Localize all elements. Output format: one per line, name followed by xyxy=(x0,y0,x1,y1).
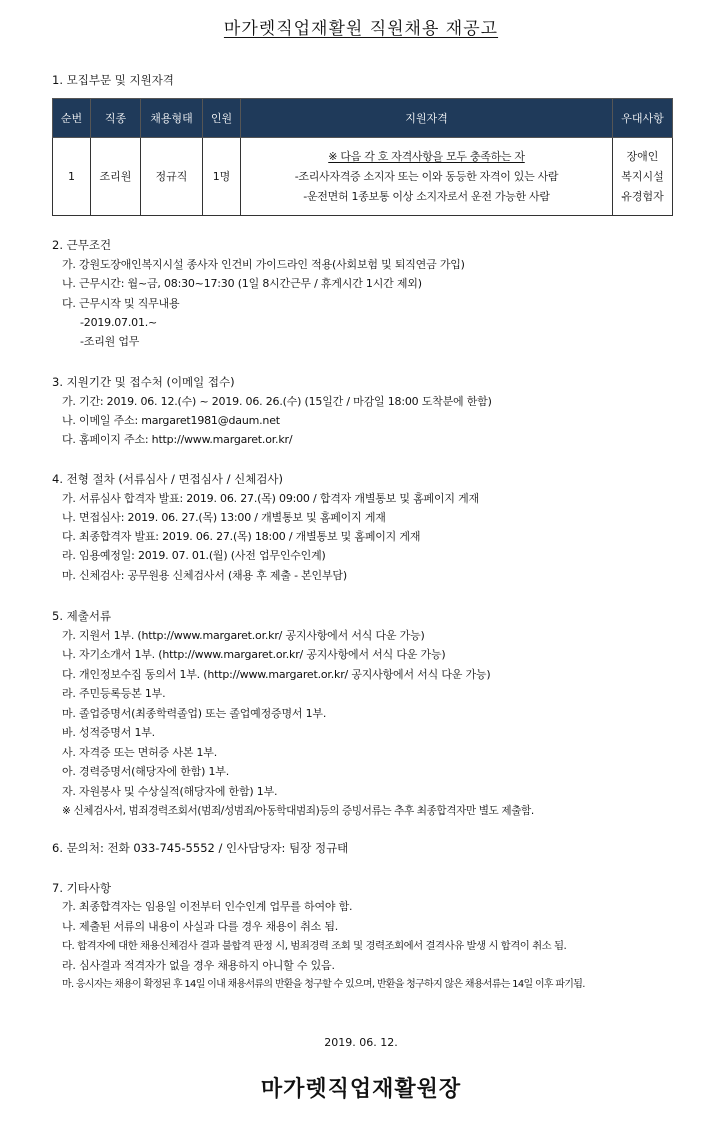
cell-preference xyxy=(613,138,673,216)
qualification-item: -조리사자격증 소지자 또는 이와 동등한 자격이 있는 사람 xyxy=(294,169,559,183)
section-1-heading: 1. 모집부문 및 지원자격 xyxy=(52,73,174,87)
section-2-subitem: -2019.07.01.~ xyxy=(80,316,158,329)
section-5-note: ※ 신체검사서, 범죄경력조회서(범죄/성범죄/아동학대범죄)등의 증빙서류는 추후 최종합격자만 별도 제출함. xyxy=(62,805,534,817)
cell-count: 1명 xyxy=(203,138,241,216)
header-preference: 우대사항 xyxy=(613,99,673,138)
section-4-item: 다. 최종합격자 발표: 2019. 06. 27.(목) 18:00 / 개별통보 및 홈페이지 게재 xyxy=(62,530,421,543)
section-4-item: 라. 임용예정일: 2019. 07. 01.(월) (사전 업무인수인계) xyxy=(62,549,326,562)
section-3-item: 가. 기간: 2019. 06. 12.(수) ~ 2019. 06. 26.(수) (15일간 / 마감일 18:00 도착분에 한함) xyxy=(62,395,492,408)
section-2-item: 나. 근무시간: 월~금, 08:30~17:30 (1일 8시간근무 / 휴게시간 1시간 제외) xyxy=(62,277,422,290)
header-no: 순번 xyxy=(53,99,91,138)
section-2-item: 가. 강원도장애인복지시설 종사자 인건비 가이드라인 적용(사회보험 및 퇴직연금 가입) xyxy=(62,258,465,271)
cell-job: 조리원 xyxy=(91,138,141,216)
section-7-item: 마. 응시자는 채용이 확정된 후 14일 이내 채용서류의 반환을 청구할 수 있으며, 반환을 청구하지 않은 채용서류는 14일 이후 파기됨. xyxy=(62,979,585,990)
section-5-item: 가. 지원서 1부. (http://www.margaret.or.kr/ 공지사항에서 서식 다운 가능) xyxy=(62,629,425,642)
section-7-item: 나. 제출된 서류의 내용이 사실과 다를 경우 채용이 취소 됨. xyxy=(62,920,339,933)
section-5-item: 나. 자기소개서 1부. (http://www.margaret.or.kr/ 공지사항에서 서식 다운 가능) xyxy=(62,648,446,661)
section-6-contact: 6. 문의처: 전화 033-745-5552 / 인사담당자: 팀장 정규태 xyxy=(52,841,349,855)
section-5-item: 라. 주민등록등본 1부. xyxy=(62,687,166,700)
header-job: 직종 xyxy=(91,99,141,138)
section-4-item: 나. 면접심사: 2019. 06. 27.(목) 13:00 / 개별통보 및 홈페이지 게재 xyxy=(62,511,386,524)
section-2-heading: 2. 근무조건 xyxy=(52,238,112,252)
section-5-item: 다. 개인정보수집 동의서 1부. (http://www.margaret.or.kr/ 공지사항에서 서식 다운 가능) xyxy=(62,668,491,681)
table-header-row xyxy=(53,99,673,138)
cell-type: 정규직 xyxy=(141,138,203,216)
section-2-item: 다. 근무시작 및 직무내용 xyxy=(62,297,180,310)
qualification-item: -운전면허 1종보통 이상 소지자로서 운전 가능한 사람 xyxy=(303,189,550,203)
preference-line: 복지시설 xyxy=(621,169,664,183)
cell-no: 1 xyxy=(53,138,91,216)
cell-qualification xyxy=(241,138,613,216)
section-2-subitem: -조리원 업무 xyxy=(80,335,140,348)
section-5-item: 마. 졸업증명서(최종학력졸업) 또는 졸업예정증명서 1부. xyxy=(62,707,327,720)
section-5-heading: 5. 제출서류 xyxy=(52,609,112,623)
header-qualification: 지원자격 xyxy=(241,99,613,138)
section-5-item: 바. 성적증명서 1부. xyxy=(62,726,155,739)
section-4-heading: 4. 전형 절차 (서류심사 / 면접심사 / 신체검사) xyxy=(52,472,284,486)
qualification-heading: ※ 다음 각 호 자격사항을 모두 충족하는 자 xyxy=(328,149,525,163)
header-count: 인원 xyxy=(203,99,241,138)
section-7-item: 가. 최종합격자는 임용일 이전부터 인수인계 업무를 하여야 함. xyxy=(62,900,353,913)
signer-name: 마가렛직업재활원장 xyxy=(260,1077,462,1102)
section-3-item: 다. 홈페이지 주소: http://www.margaret.or.kr/ xyxy=(62,433,293,446)
section-5-item: 아. 경력증명서(해당자에 한함) 1부. xyxy=(62,765,230,778)
announcement-date: 2019. 06. 12. xyxy=(324,1036,398,1049)
table-row xyxy=(53,138,673,216)
section-5-item: 자. 자원봉사 및 수상실적(해당자에 한함) 1부. xyxy=(62,785,278,798)
section-7-item: 라. 심사결과 적격자가 없을 경우 채용하지 아니할 수 있음. xyxy=(62,959,335,972)
recruitment-table xyxy=(52,98,673,216)
section-4-item: 마. 신체검사: 공무원용 신체검사서 (채용 후 제출 - 본인부담) xyxy=(62,569,347,582)
section-3-item: 나. 이메일 주소: margaret1981@daum.net xyxy=(62,414,280,427)
preference-line: 장애인 xyxy=(626,149,659,163)
section-5-item: 사. 자격증 또는 면허증 사본 1부. xyxy=(62,746,217,759)
section-3-heading: 3. 지원기간 및 접수처 (이메일 접수) xyxy=(52,375,235,389)
page-title: 마가렛직업재활원 직원채용 재공고 xyxy=(223,19,499,39)
header-type: 채용형태 xyxy=(141,99,203,138)
section-4-item: 가. 서류심사 합격자 발표: 2019. 06. 27.(목) 09:00 / 합격자 개별통보 및 홈페이지 게재 xyxy=(62,492,479,505)
preference-line: 유경험자 xyxy=(621,189,664,203)
section-7-heading: 7. 기타사항 xyxy=(52,881,112,895)
section-7-item: 다. 합격자에 대한 채용신체검사 결과 불합격 판정 시, 범죄경력 조회 및 경력조회에서 결격사유 발생 시 합격이 취소 됨. xyxy=(62,940,567,952)
